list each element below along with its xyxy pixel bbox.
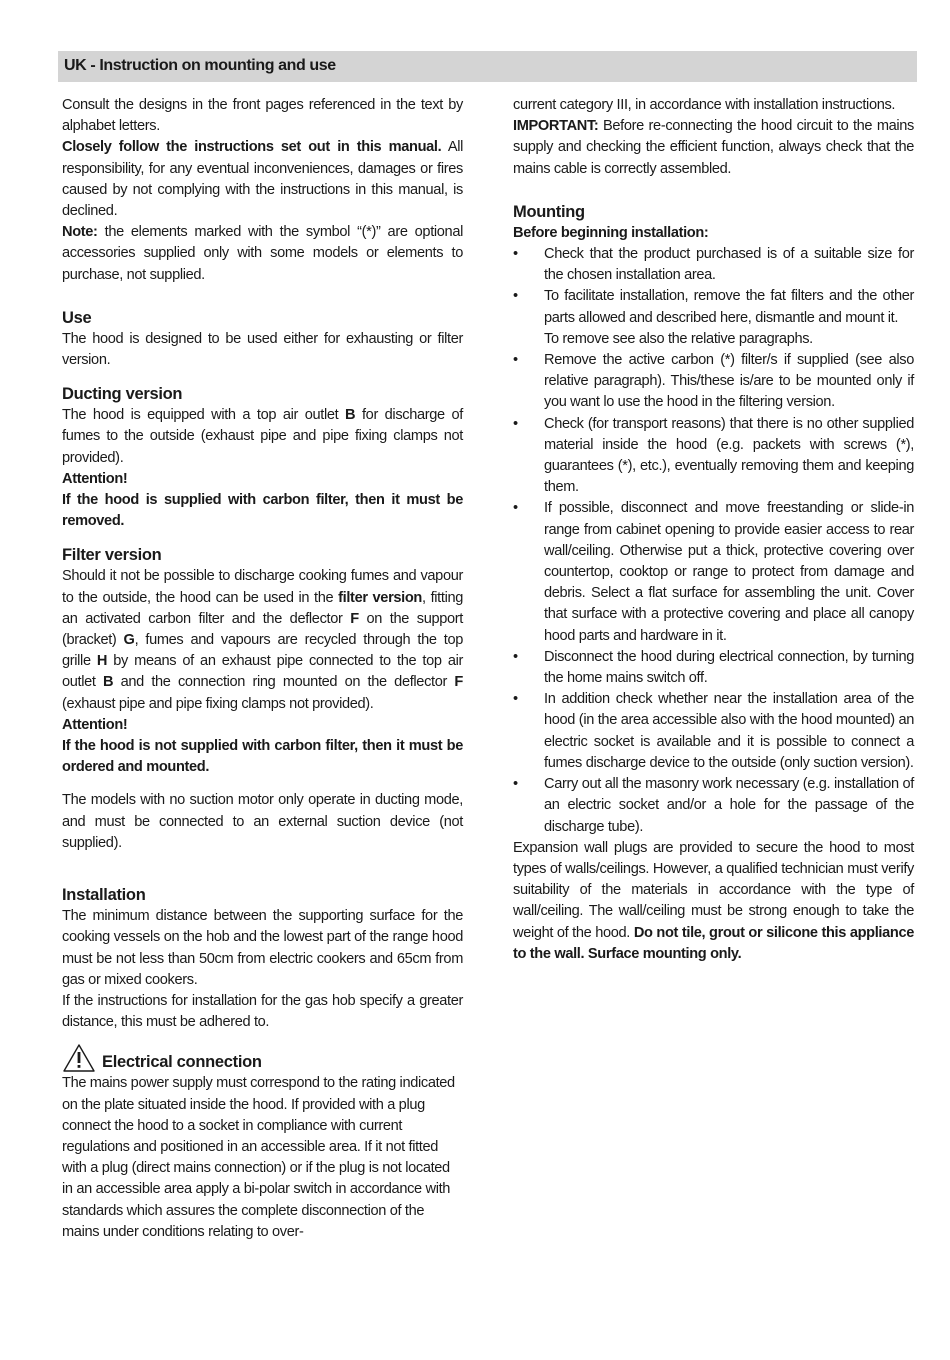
electrical-continued: current category III, in accordance with installation instructions. xyxy=(513,97,896,113)
bullet: • xyxy=(513,352,518,369)
section-header xyxy=(58,51,917,82)
intro-bold: Closely follow the instructions set out in this manual. xyxy=(62,139,442,156)
installation-text-1: The minimum distance between the supporting surface for the cooking vessels on the hob and the lowest part of the range hood must be not less than 50cm from electric cookers and 65cm from gas or mixed cookers. xyxy=(62,908,463,988)
bullet: • xyxy=(513,246,518,263)
filter-ref-g: G xyxy=(123,632,135,649)
list-item xyxy=(513,244,914,286)
mounting-heading: Mounting xyxy=(513,202,585,221)
list-item-text: Carry out all the masonry work necessary (e.g. installation of an electric socket and/or a hole for the passage of the discharge tube). xyxy=(544,776,914,835)
use-text: The hood is designed to be used either for exhausting or filter version. xyxy=(62,330,463,369)
filter-text-4: , fumes and vapours are recycled through the top grille xyxy=(62,632,463,670)
right-column xyxy=(513,95,914,965)
list-item-text: In addition check whether near the installation area of the hood (in the area accessible also with the hood mounted) an electric socket is available and it is possible to connect a fumes discharge device to the outside (only suction version). xyxy=(544,691,914,771)
bullet: • xyxy=(513,500,518,517)
list-item xyxy=(513,350,914,414)
ducting-text xyxy=(62,405,463,469)
bullet: • xyxy=(513,415,518,432)
filter-note: The models with no suction motor only operate in ducting mode, and must be connected to an external suction device (not supplied). xyxy=(62,792,463,851)
electrical-text: The mains power supply must correspond to the rating indicated on the plate situated inside the hood. If provided with a plug connect the hood to a socket in compliance with current regulations and positioned in an accessible area. If it not fitted with a plug (direct mains connection) or if the plug is not located in an accessible area apply a bi-polar switch in accordance with standards which assures the complete disconnection of the mains under conditions relating to over- xyxy=(62,1075,455,1240)
electrical-heading: Electrical connection xyxy=(102,1053,262,1072)
mounting-checklist-continued xyxy=(513,350,914,838)
electrical-important xyxy=(513,116,914,180)
list-item-text: Disconnect the hood during electrical connection, by turning the home mains switch off. xyxy=(544,648,914,687)
final-warning: Do not tile, grout or silicone this appliance to the wall. Surface mounting only. xyxy=(513,924,914,962)
list-item-text: Check that the product purchased is of a suitable size for the chosen installation area. xyxy=(544,246,914,284)
filter-ref-b: B xyxy=(103,674,114,691)
important-label: IMPORTANT: xyxy=(513,118,599,135)
ducting-warning: If the hood is supplied with carbon filter, then it must be removed. xyxy=(62,492,463,530)
important-text: Before re-connecting the hood circuit to the mains supply and checking the efficient function, always check that the mains cable is correctly assembled. xyxy=(513,118,914,177)
page-title: UK - Instruction on mounting and use xyxy=(64,57,336,74)
use-heading: Use xyxy=(62,308,92,327)
list-item xyxy=(513,689,914,774)
list-item-text: Remove the active carbon (*) filter/s if supplied (see also relative paragraph). This/these is/are to be mounted only if you want lo use the hood in the filtering version. xyxy=(544,352,914,411)
list-item-text: Check (for transport reasons) that there is no other supplied material inside the hood (e.g. packets with screws (*), guarantees (*), etc.), eventually removing them and keeping them. xyxy=(544,415,914,496)
left-column xyxy=(62,95,463,1243)
intro-paragraph: Consult the designs in the front pages referenced in the text by alphabet letters. xyxy=(62,97,463,135)
filter-text-7: (exhaust pipe and pipe fixing clamps not provided). xyxy=(62,695,374,712)
list-item-text: To facilitate installation, remove the fat filters and the other parts allowed and described here, dismantle and mount it. xyxy=(544,288,914,326)
filter-ref-h: H xyxy=(96,653,108,670)
note-label: Note: xyxy=(62,224,98,241)
filter-text-6: and the connection ring mounted on the deflector xyxy=(113,674,455,691)
list-item xyxy=(513,647,914,689)
intro-text: All responsibility, for any eventual inconveniences, damages or fires caused by not complying with the instructions in this manual, is declined. xyxy=(62,139,463,220)
list-item xyxy=(513,498,914,646)
mounting-final-text xyxy=(513,838,914,965)
list-item xyxy=(513,286,914,328)
bullet: • xyxy=(513,776,518,793)
list-item xyxy=(513,414,914,499)
installation-heading: Installation xyxy=(62,886,146,905)
ducting-text-1: The hood is equipped with a top air outlet xyxy=(62,407,346,424)
filter-heading: Filter version xyxy=(62,546,162,565)
filter-text xyxy=(62,566,463,714)
filter-text-3: on the support (bracket) xyxy=(62,610,463,649)
mounting-subheading: Before beginning installation: xyxy=(513,224,709,241)
filter-text-5: by means of an exhaust pipe connected to the top air outlet xyxy=(62,653,463,691)
electrical-heading-row xyxy=(62,1043,463,1073)
bullet: • xyxy=(513,648,518,665)
ducting-text-2: for discharge of fumes to the outside (exhaust pipe and pipe fixing clamps not provided). xyxy=(62,407,463,466)
ducting-heading: Ducting version xyxy=(62,385,183,404)
filter-ref-f: F xyxy=(350,610,359,627)
warning-triangle-icon xyxy=(62,1043,96,1073)
filter-attention: Attention! xyxy=(62,716,128,733)
list-item-note: To remove see also the relative paragraphs. xyxy=(544,330,813,347)
note-text: the elements marked with the symbol “(*)” are optional accessories supplied only with some models or elements to purchase, not supplied. xyxy=(62,224,463,283)
installation-text-2: If the instructions for installation for the gas hob specify a greater distance, this must be adhered to. xyxy=(62,992,463,1031)
filter-warning: If the hood is not supplied with carbon filter, then it must be ordered and mounted. xyxy=(62,738,463,776)
ducting-attention: Attention! xyxy=(62,470,128,487)
list-item xyxy=(513,774,914,838)
bullet: • xyxy=(513,691,518,708)
final-text: Expansion wall plugs are provided to secure the hood to most types of walls/ceilings. However, a qualified technician must verify suitability of the materials in accordance with the type of wall/ceiling. The wall/ceiling must be strong enough to take the weight of the hood. xyxy=(513,839,914,941)
filter-bold-1: filter version xyxy=(338,589,422,606)
bullet: • xyxy=(513,288,518,305)
filter-ref-f2: F xyxy=(454,674,463,691)
intro-responsibility xyxy=(62,137,463,222)
ducting-ref-b: B xyxy=(345,407,356,424)
intro-note xyxy=(62,222,463,286)
mounting-checklist xyxy=(513,244,914,329)
filter-text-1: Should it not be possible to discharge cooking fumes and vapour to the outside, the hood can be used in the xyxy=(62,568,463,606)
list-item-text: If possible, disconnect and move freestanding or slide-in range from cabinet opening to provide easier access to rear wall/ceiling. Otherwise put a thick, protective covering over countertop, cooktop or range to protect from damage and debris. Select a flat surface for assembling the unit. Cover that surface with a protective covering and place all canopy hood parts and hardware in it. xyxy=(544,500,914,644)
filter-text-2: , fitting an activated carbon filter and the deflector xyxy=(62,589,464,627)
